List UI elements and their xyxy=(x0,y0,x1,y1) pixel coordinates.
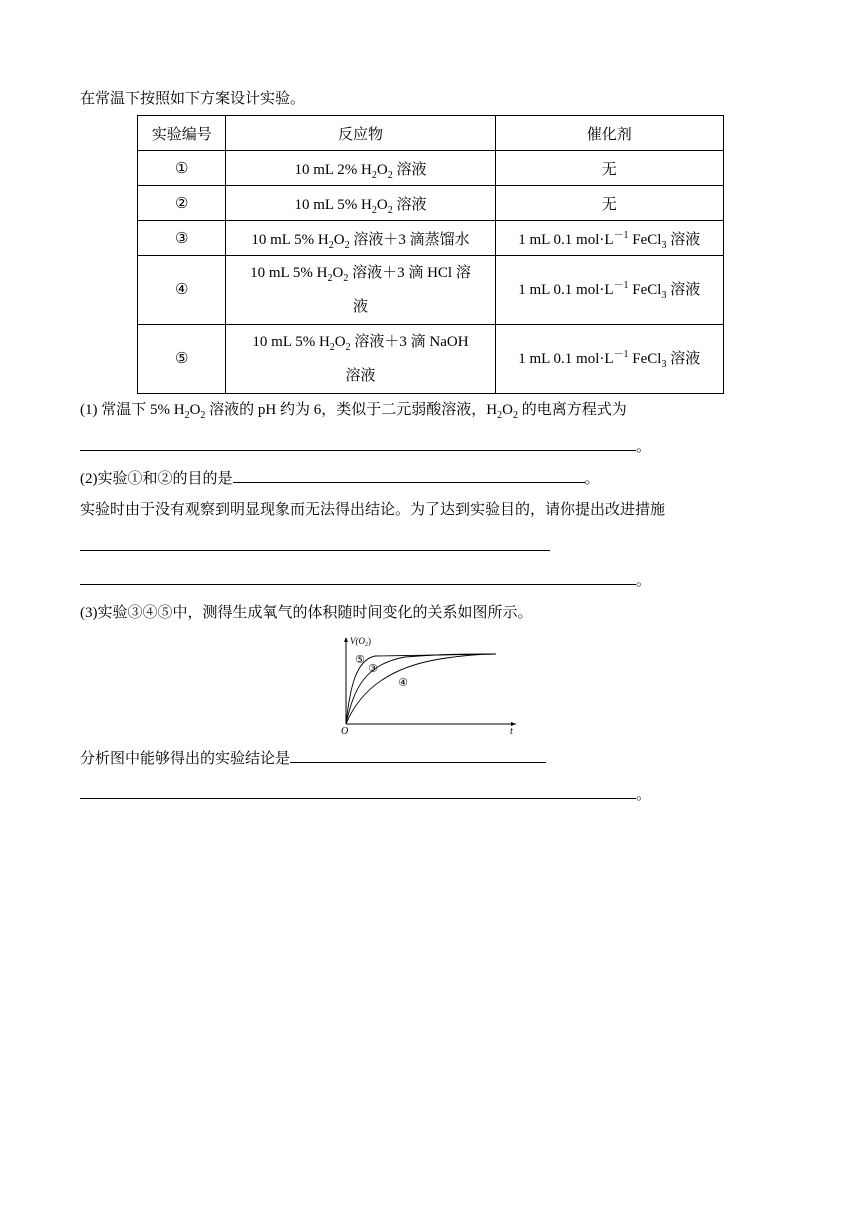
question-2-text-2: 实验时由于没有观察到明显现象而无法得出结论。为了达到实验目的，请你提出改进措施 xyxy=(80,502,666,518)
answer-blank[interactable] xyxy=(290,748,546,763)
table-row xyxy=(138,221,724,256)
row-catalyst: 无 xyxy=(495,186,723,221)
row-reactant: 10 mL 2% $H_2O_2$ 溶液 xyxy=(226,151,495,186)
experiment-table xyxy=(137,115,724,394)
row-id: ④ xyxy=(138,256,226,325)
row-reactant: 10 mL 5% $H_2O_2$ 溶液 xyxy=(226,186,495,221)
curve-label-3: ③ xyxy=(368,662,378,675)
row-id: ② xyxy=(138,186,226,221)
answer-blank[interactable] xyxy=(80,436,636,451)
row-catalyst: 1 mL 0.1 $mol\cdot L^{-1}$ FeCl$_3$ 溶液 xyxy=(495,256,723,325)
answer-blank[interactable] xyxy=(80,536,550,551)
question-3: (3)实验③④⑤中，测得生成氧气的体积随时间变化的关系如图所示。 xyxy=(80,605,533,621)
question-2-answer-line-1 xyxy=(80,536,550,557)
row-catalyst: 1 mL 0.1 $mol\cdot L^{-1}$ FeCl$_3$ 溶液 xyxy=(495,325,723,394)
answer-blank[interactable] xyxy=(80,570,636,585)
header-reactant: 反应物 xyxy=(226,116,495,151)
answer-blank[interactable] xyxy=(80,784,636,799)
curve-label-5: ⑤ xyxy=(355,653,365,666)
row-catalyst: 1 mL 0.1 $mol\cdot L^{-1}$ FeCl$_3$ 溶液 xyxy=(495,221,723,256)
y-axis-arrow xyxy=(344,637,348,642)
question-2: (2)实验①和②的目的是 。 xyxy=(80,468,600,489)
row-reactant: 10 mL 5% $H_2O_2$ 溶液＋3 滴 HCl 溶 液 xyxy=(226,256,495,325)
table-row xyxy=(138,151,724,186)
row-id: ⑤ xyxy=(138,325,226,394)
intro-text: 在常温下按照如下方案设计实验。 xyxy=(80,91,306,107)
question-3-analysis-text: 分析图中能够得出的实验结论是 xyxy=(80,751,291,767)
question-1-text: (1) 常温下 5% $H_2O_2$ 溶液的 pH 约为 6，类似于二元弱酸溶液，$H_2O_2$ 的电离方程式为 xyxy=(80,402,627,421)
origin-label: O xyxy=(341,726,349,736)
row-catalyst: 无 xyxy=(495,151,723,186)
answer-blank[interactable] xyxy=(233,468,585,483)
question-3-analysis xyxy=(80,748,546,769)
question-2-answer-line-2: 。 xyxy=(80,570,651,591)
question-2-text: (2)实验①和②的目的是 xyxy=(80,471,233,487)
question-1 xyxy=(80,400,775,420)
table-header-row xyxy=(138,116,724,151)
table-row xyxy=(138,325,724,394)
row-id: ③ xyxy=(138,221,226,256)
question-3-answer: 。 xyxy=(80,784,651,805)
table-row xyxy=(138,256,724,325)
curve-label-4: ④ xyxy=(398,676,408,689)
header-id: 实验编号 xyxy=(138,116,226,151)
row-id: ① xyxy=(138,151,226,186)
table-row xyxy=(138,186,724,221)
y-axis-label: $V(O_2)$ xyxy=(350,636,371,648)
row-reactant: 10 mL 5% $H_2O_2$ 溶液＋3 滴蒸馏水 xyxy=(226,221,495,256)
header-catalyst: 催化剂 xyxy=(495,116,723,151)
row-reactant: 10 mL 5% $H_2O_2$ 溶液＋3 滴 NaOH 溶液 xyxy=(226,325,495,394)
question-1-answer: 。 xyxy=(80,436,651,457)
oxygen-volume-graph xyxy=(330,632,525,736)
x-axis-label: t xyxy=(510,726,513,736)
